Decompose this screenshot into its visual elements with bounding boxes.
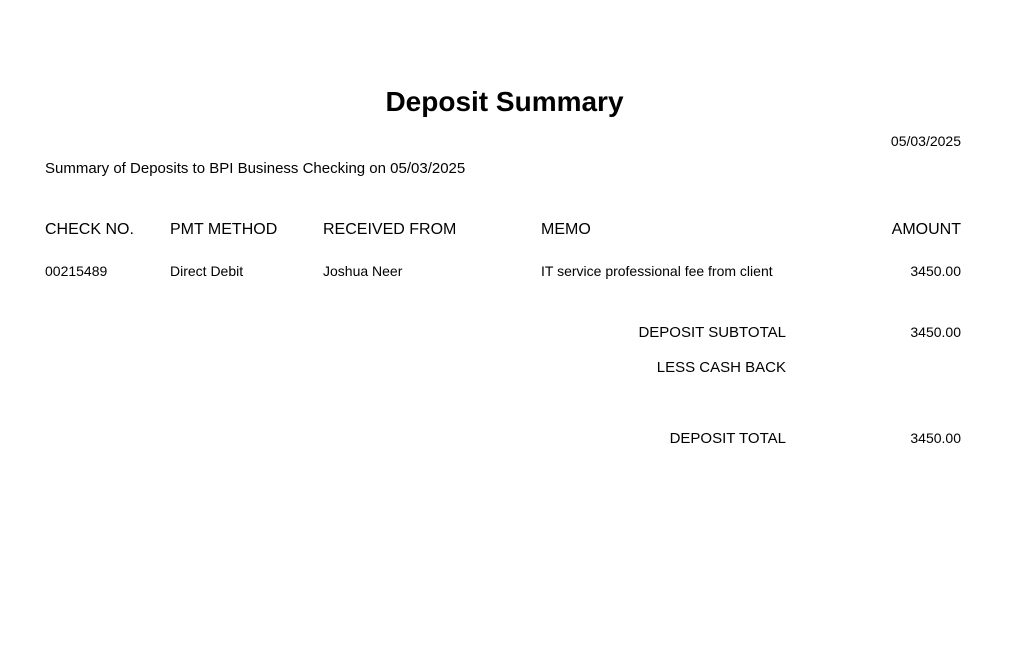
- cell-memo: IT service professional fee from client: [541, 263, 773, 279]
- deposit-total-label: DEPOSIT TOTAL: [669, 430, 786, 447]
- less-cash-back-row: [45, 360, 961, 375]
- column-header-memo: MEMO: [541, 221, 591, 238]
- column-header-pmt-method: PMT METHOD: [170, 221, 278, 238]
- table-header-row: [45, 222, 961, 238]
- cell-pmt-method: Direct Debit: [170, 263, 244, 279]
- column-header-check-no: CHECK NO.: [45, 221, 134, 238]
- column-header-received-from: RECEIVED FROM: [323, 221, 457, 238]
- cell-received-from: Joshua Neer: [323, 263, 403, 279]
- deposit-subtotal-row: [45, 325, 961, 340]
- deposit-total-row: [45, 431, 961, 446]
- page-title: Deposit Summary: [385, 86, 624, 117]
- less-cash-back-label: LESS CASH BACK: [656, 359, 786, 376]
- deposit-subtotal-value: 3450.00: [910, 324, 961, 340]
- cell-check-no: 00215489: [45, 263, 108, 279]
- cell-amount: 3450.00: [910, 263, 961, 279]
- table-row: [45, 264, 961, 278]
- deposit-total-value: 3450.00: [910, 430, 961, 446]
- column-header-amount: AMOUNT: [891, 221, 961, 238]
- deposit-subtotal-label: DEPOSIT SUBTOTAL: [638, 324, 786, 341]
- report-subtitle: Summary of Deposits to BPI Business Checking on 05/03/2025: [45, 160, 466, 177]
- report-date: 05/03/2025: [890, 133, 961, 149]
